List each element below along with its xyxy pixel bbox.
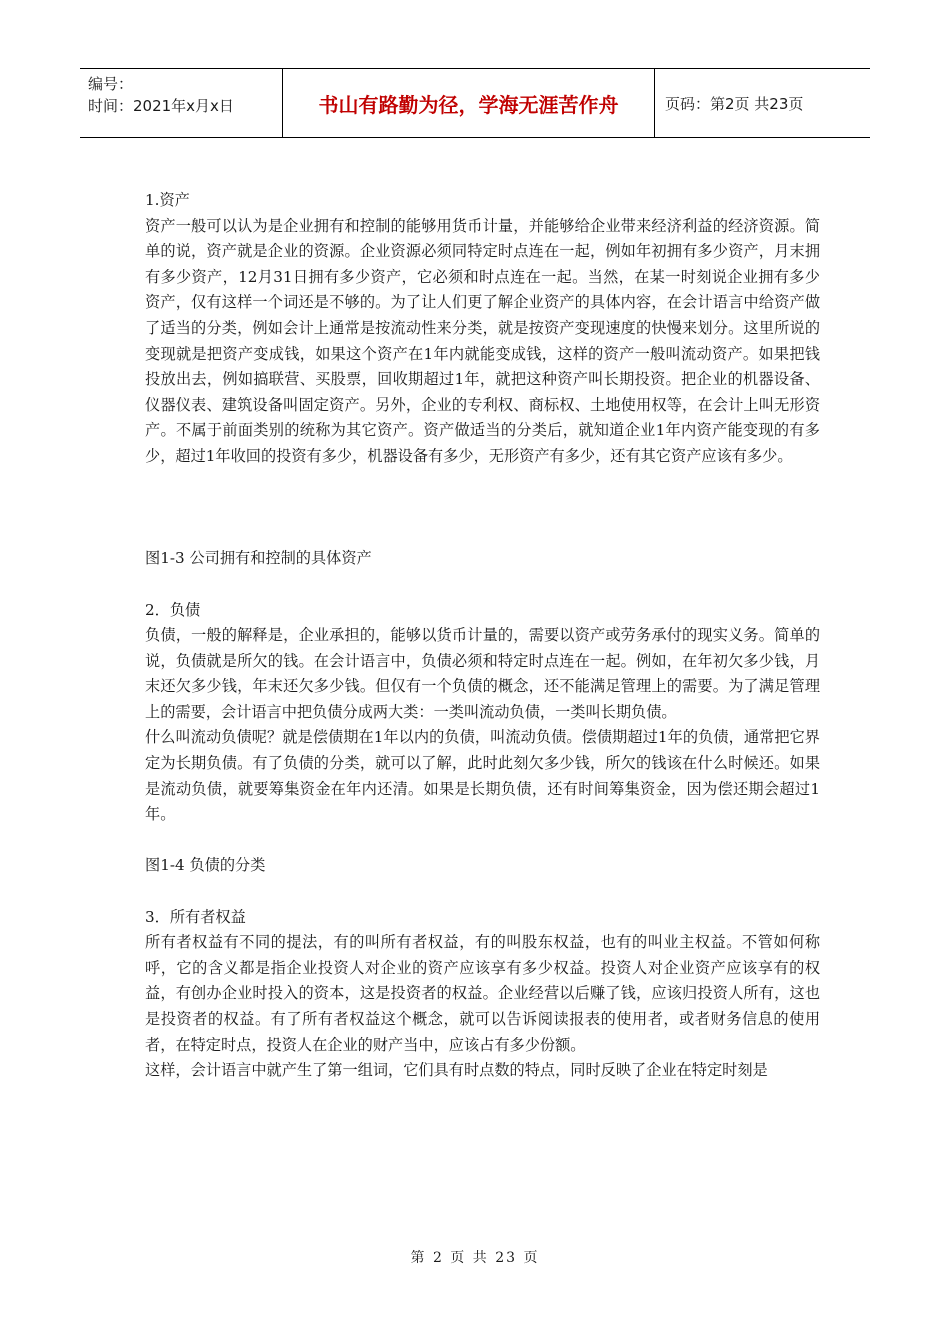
header-page-label: 页码：第2页 共23页: [665, 94, 804, 113]
section-title-liabilities: 2．负债: [145, 600, 201, 619]
header-motto: 书山有路勤为径，学海无涯苦作舟: [282, 69, 655, 137]
figure-caption-1-3: 图1-3 公司拥有和控制的具体资产: [145, 549, 372, 568]
header-meta: [80, 69, 282, 137]
paragraph-liabilities-1: 负债，一般的解释是，企业承担的，能够以货币计量的，需要以资产或劳务承付的现实义务。简单的说，负债就是所欠的钱。在会计语言中，负债必须和特定时点连在一起。例如，在年初欠多少钱，月末还欠多少钱，年末还欠多少钱。但仅有一个负债的概念，还不能满足管理上的需要。为了满足管理上的需要，会计语言中把负债分成两大类：一类叫流动负债，一类叫长期负债。: [145, 626, 820, 721]
paragraph-assets: 资产一般可以认为是企业拥有和控制的能够用货币计量，并能够给企业带来经济利益的经济资源。简单的说，资产就是企业的资源。企业资源必须同特定时点连在一起，例如年初拥有多少资产，月末拥有多少资产，12月31日拥有多少资产，它必须和时点连在一起。当然，在某一时刻说企业拥有多少资产，仅有这样一个词还是不够的。为了让人们更了解企业资产的具体内容，在会计语言中给资产做了适当的分类，例如会计上通常是按流动性来分类，就是按资产变现速度的快慢来划分。这里所说的变现就是把资产变成钱，如果这个资产在1年内就能变成钱，这样的资产一般叫流动资产。如果把钱投放出去，例如搞联营、买股票，回收期超过1年，就把这种资产叫长期投资。把企业的机器设备、仪器仪表、建筑设备叫固定资产。另外，企业的专利权、商标权、土地使用权等，在会计上叫无形资产。不属于前面类别的统称为其它资产。资产做适当的分类后，就知道企业1年内资产能变现的有多少，超过1年收回的投资有多少，机器设备有多少，无形资产有多少，还有其它资产应该有多少。: [145, 216, 820, 465]
section-title-equity: 3．所有者权益: [145, 907, 246, 926]
time-label: 时间：2021年x月x日: [88, 97, 234, 115]
page-header: [80, 68, 870, 138]
number-label: 编号：: [88, 75, 134, 93]
section-title-assets: 1.资产: [145, 191, 190, 209]
paragraph-equity-2: 这样，会计语言中就产生了第一组词，它们具有时点数的特点，同时反映了企业在特定时刻是: [145, 1061, 768, 1080]
figure-caption-1-4: 图1-4 负债的分类: [145, 856, 266, 875]
paragraph-equity-1: 所有者权益有不同的提法，有的叫所有者权益，有的叫股东权益，也有的叫业主权益。不管如何称呼，它的含义都是指企业投资人对企业的资产应该享有多少权益。投资人对企业资产应该享有的权益，有创办企业时投入的资本，这是投资者的权益。企业经营以后赚了钱，应该归投资人所有，这也是投资者的权益。有了所有者权益这个概念，就可以告诉阅读报表的使用者，或者财务信息的使用者，在特定时点，投资人在企业的财产当中，应该占有多少份额。: [145, 933, 820, 1054]
document-body: [145, 188, 820, 1084]
paragraph-liabilities-2: 什么叫流动负债呢？就是偿债期在1年以内的负债，叫流动负债。偿债期超过1年的负债，通常把它界定为长期负债。有了负债的分类，就可以了解，此时此刻欠多少钱，所欠的钱该在什么时候还。如果是流动负债，就要筹集资金在年内还清。如果是长期负债，还有时间筹集资金，因为偿还期会超过1年。: [145, 728, 820, 824]
page-footer: 第 2 页 共 23 页: [410, 1250, 540, 1266]
